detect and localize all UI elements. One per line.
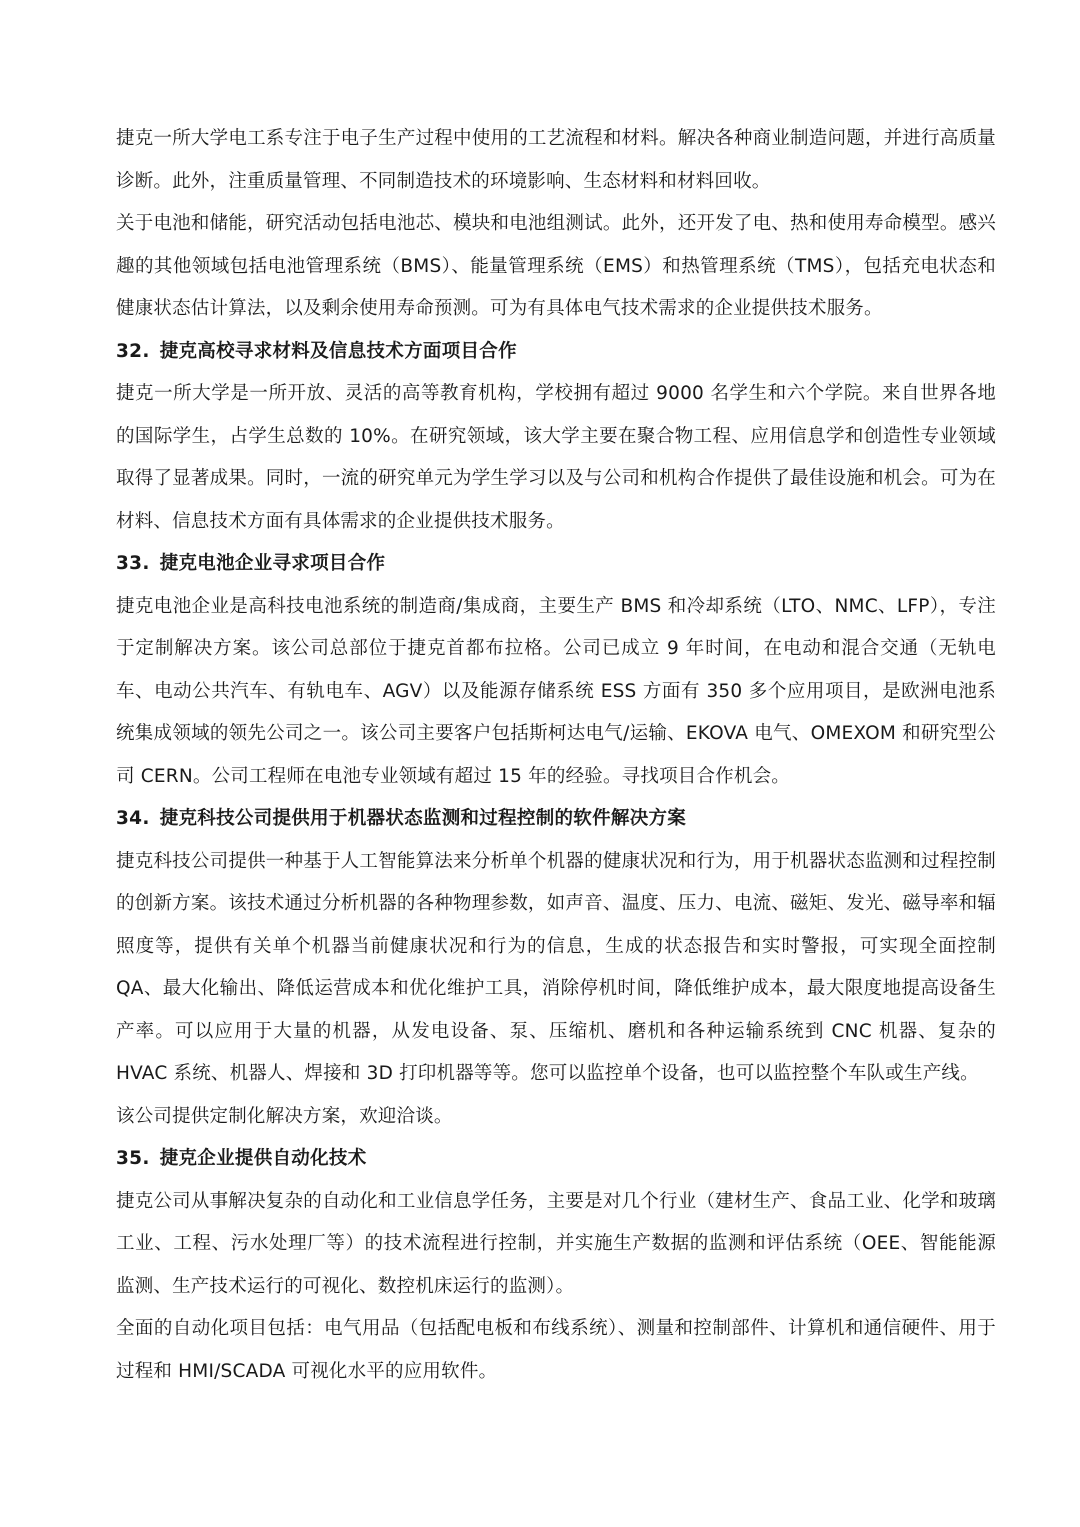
section-title: 捷克企业提供自动化技术: [159, 1148, 367, 1169]
section-32: [116, 331, 996, 544]
section-number: 32.: [116, 340, 150, 362]
section-number: 35.: [116, 1148, 150, 1169]
paragraph: 捷克科技公司提供一种基于人工智能算法来分析单个机器的健康状况和行为，用于机器状态监测和过程控制的创新方案。该技术通过分析机器的各种物理参数，如声音、温度、压力、电流、磁矩、发光、磁导率和辐照度等，提供有关单个机器当前健康状况和行为的信息，生成的状态报告和实时警报，可实现全面控制 QA、最大化输出、降低运营成本和优化维护工具，消除停机时间，降低维护成本，最大限度地提高设备生产率。可以应用于大量的机器，从发电设备、泵、压缩机、磨机和各种运输系统到 CNC 机器、复杂的 HVAC 系统、机器人、焊接和 3D 打印机器等等。您可以监控单个设备，也可以监控整个车队或生产线。: [116, 850, 996, 1084]
section-number: 34.: [116, 808, 150, 829]
section-35: [116, 1138, 996, 1393]
paragraph: 该公司提供定制化解决方案，欢迎洽谈。: [116, 1105, 453, 1127]
section-title: 捷克电池企业寻求项目合作: [159, 553, 386, 574]
section-33: [116, 543, 996, 798]
section-intro: [116, 118, 996, 331]
section-heading: [116, 798, 996, 841]
paragraph: 捷克一所大学是一所开放、灵活的高等教育机构，学校拥有超过 9000 名学生和六个学院。来自世界各地的国际学生，占学生总数的 10%。在研究领域，该大学主要在聚合物工程、应用信息学和创造性专业领域取得了显著成果。同时，一流的研究单元为学生学习以及与公司和机构合作提供了最佳设施和机会。可为在材料、信息技术方面有具体需求的企业提供技术服务。: [116, 383, 996, 532]
paragraph: 关于电池和储能，研究活动包括电池芯、模块和电池组测试。此外，还开发了电、热和使用寿命模型。感兴趣的其他领域包括电池管理系统（BMS）、能量管理系统（EMS）和热管理系统（TMS），包括充电状态和健康状态估计算法，以及剩余使用寿命预测。可为有具体电气技术需求的企业提供技术服务。: [116, 213, 996, 319]
section-title: 捷克高校寻求材料及信息技术方面项目合作: [159, 340, 517, 362]
section-heading: [116, 543, 996, 586]
paragraph: 捷克电池企业是高科技电池系统的制造商/集成商，主要生产 BMS 和冷却系统（LTO、NMC、LFP），专注于定制解决方案。该公司总部位于捷克首都布拉格。公司已成立 9 年时间，在电动和混合交通（无轨电车、电动公共汽车、有轨电车、AGV）以及能源存储系统 ESS 方面有 350 多个应用项目，是欧洲电池系统集成领域的领先公司之一。该公司主要客户包括斯柯达电气/运输、EKOVA 电气、OMEXOM 和研究型公司 CERN。公司工程师在电池专业领域有超过 15 年的经验。寻找项目合作机会。: [116, 595, 997, 787]
section-title: 捷克科技公司提供用于机器状态监测和过程控制的软件解决方案: [159, 808, 687, 829]
paragraph: 捷克一所大学电工系专注于电子生产过程中使用的工艺流程和材料。解决各种商业制造问题，并进行高质量诊断。此外，注重质量管理、不同制造技术的环境影响、生态材料和材料回收。: [116, 128, 996, 192]
paragraph: 全面的自动化项目包括：电气用品（包括配电板和布线系统）、测量和控制部件、计算机和通信硬件、用于过程和 HMI/SCADA 可视化水平的应用软件。: [116, 1318, 996, 1382]
section-34: [116, 798, 996, 1138]
document-page: [116, 118, 996, 1393]
section-heading: [116, 1138, 996, 1181]
paragraph: 捷克公司从事解决复杂的自动化和工业信息学任务，主要是对几个行业（建材生产、食品工业、化学和玻璃工业、工程、污水处理厂等）的技术流程进行控制，并实施生产数据的监测和评估系统（OEE、智能能源监测、生产技术运行的可视化、数控机床运行的监测）。: [116, 1190, 996, 1297]
section-number: 33.: [116, 553, 150, 574]
section-heading: [116, 331, 996, 374]
